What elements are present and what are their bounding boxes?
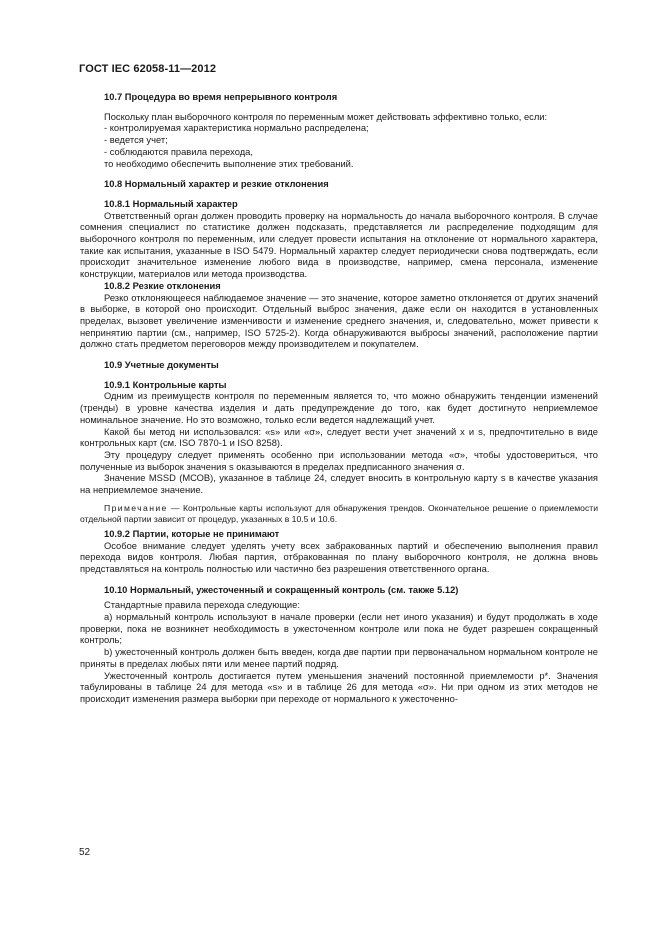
section-heading: 10.8.1 Нормальный характер	[104, 198, 238, 209]
paragraph: Ужесточенный контроль достигается путем уменьшения значений постоянной приемлемости p*. Значения табулированы в таблице 24 для метода «s» и в таблице 26 для метода «σ». Ни при одном из этих методов не происходит изменения размера выборки при переходе от нормального к ужесточенно-	[80, 670, 598, 704]
list-item: - контролируемая характеристика нормально распределена;	[104, 123, 369, 134]
section-heading: 10.8 Нормальный характер и резкие отклонения	[104, 179, 329, 190]
paragraph: Резко отклоняющееся наблюдаемое значение — это значение, которое заметно отклоняется от других значений в выборке, в которой оно происходит. Отдельный выброс значения, даже если он находится в установленных пределах, вызовет увеличение изменчивости и изменение среднего значения, и, следовательно, может привести к непринятию партии (см., например, ISO 5725-2). Когда обнаруживаются выбросы значений, расположение партии должно стать предметом переговоров между производителем и покупателем.	[80, 292, 598, 350]
section-heading: 10.8.2 Резкие отклонения	[104, 280, 221, 291]
document-body	[80, 92, 598, 706]
paragraph: Стандартные правила перехода следующие:	[104, 600, 300, 611]
paragraph: Ответственный орган должен проводить проверку на нормальность до начала выборочного контроля. В случае сомнения специалист по статистике должен подсказать, представляется ли распределение подходящим для выборочного контроля по переменным, или следует провести испытания на отклонение от нормального характера, такие как испытания, указанные в ISO 5479. Нормальный характер следует периодически снова подтверждать, если происходит значительное изменение любого вида в производстве, например, смена персонала, изменение конструкции, материалов или метода производства.	[80, 210, 598, 280]
paragraph: b) ужесточенный контроль должен быть введен, когда две партии при первоначальном нормальном контроле не приняты в пределах любых пяти или менее партий подряд.	[80, 647, 598, 669]
list-item: - ведется учет;	[104, 135, 168, 146]
paragraph: Поскольку план выборочного контроля по переменным может действовать эффективно только, если:	[104, 111, 548, 122]
paragraph: Какой бы метод ни использовался: «s» или «σ», следует вести учет значений x и s, предпочтительно в виде контрольных карт (см. ISO 7870-1 и ISO 8258).	[80, 426, 598, 449]
paragraph: Особое внимание следует уделять учету всех забракованных партий и обеспечению выполнения правил перехода видов контроля. Любая партия, отбракованная по плану выборочного контроля, не должна вновь представляться на контроль полностью или частично без разрешения ответственного органа.	[80, 540, 598, 574]
section-heading: 10.9 Учетные документы	[104, 360, 219, 371]
note-label: Примечание	[104, 502, 168, 513]
list-item: то необходимо обеспечить выполнение этих требований.	[104, 158, 354, 169]
section-heading: 10.9.2 Партии, которые не принимают	[104, 528, 280, 539]
paragraph: а) нормальный контроль используют в начале проверки (если нет иного указания) и будут продолжать в ходе проверки, пока не возникнет необходимость в ужесточенном контроле или пока не будет разрешен сокращенный контроль;	[80, 612, 598, 646]
paragraph: Эту процедуру следует применять особенно при использовании метода «σ», чтобы удостовериться, что полученные из выборок значения s оказываются в пределах предписанного значения σ.	[80, 449, 598, 472]
paragraph: Одним из преимуществ контроля по переменным является то, что можно обнаружить тенденции изменений (тренды) в уровне качества изделия и дать предупреждение до того, как будет достигнуто неприемлемое номинальное значение. Но это возможно, только если ведется надлежащий учет.	[80, 391, 598, 425]
list-item: - соблюдаются правила перехода,	[104, 146, 253, 157]
section-heading: 10.9.1 Контрольные карты	[104, 379, 227, 390]
note-paragraph	[80, 503, 598, 525]
section-heading: 10.10 Нормальный, ужесточенный и сокращенный контроль (см. также 5.12)	[104, 584, 459, 595]
document-header: ГОСТ IEC 62058-11—2012	[79, 63, 217, 75]
note-text: — Контрольные карты используют для обнаружения трендов. Окончательное решение о приемлемости отдельной партии зависит от процедур, указанных в 10.5 и 10.6.	[80, 502, 598, 524]
section-heading: 10.7 Процедура во время непрерывного контроля	[104, 92, 338, 102]
paragraph: Значение MSSD (МСОВ), указанное в таблице 24, следует вносить в контрольную карту s в качестве указания на неприемлемое значение.	[80, 473, 598, 496]
page-number: 52	[79, 847, 91, 858]
